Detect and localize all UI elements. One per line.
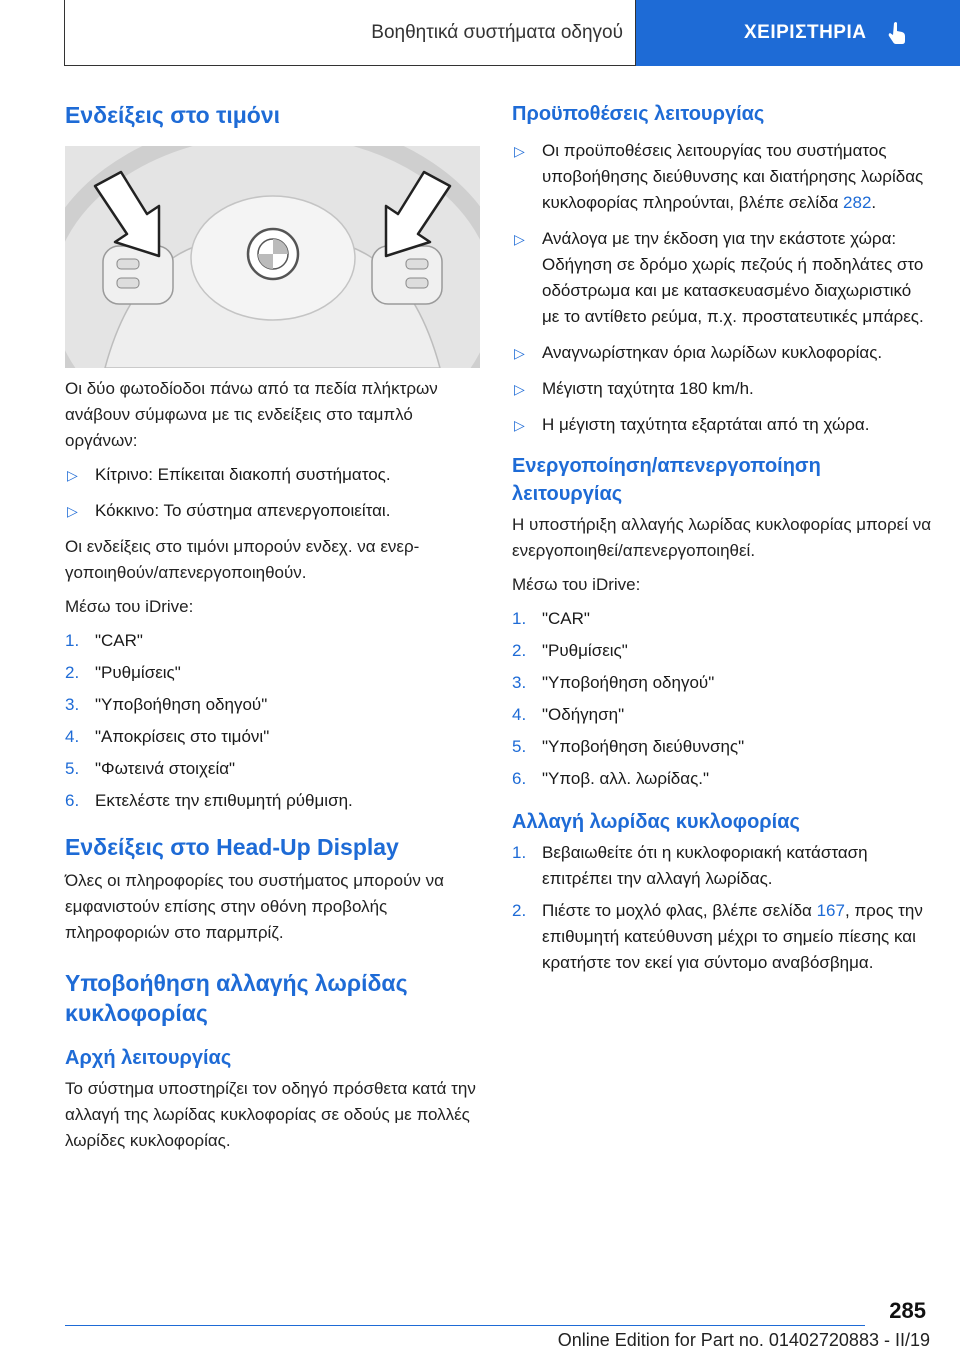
chapter-tab-label: ΧΕΙΡΙΣΤΗΡΙΑ xyxy=(744,22,867,43)
heading-steering-indicators: Ενδείξεις στο τιμόνι xyxy=(65,102,281,128)
list-item: ▷ Οι προϋποθέσεις λειτουργίας του συστήματος υποβοήθησης διεύθυνσης και διατήρησης λωρίδας κυκλοφορίας πληρούνται, βλέπε σελίδα 282. xyxy=(512,138,932,216)
heading-prerequisites: Προϋποθέσεις λειτουργίας xyxy=(512,103,765,125)
heading-lane-change: Υποβοήθηση αλλαγής λωρίδας κυκλοφορίας xyxy=(65,970,408,1026)
section-title: Βοηθητικά συστήματα οδηγού xyxy=(64,0,636,66)
triangle-bullet-icon: ▷ xyxy=(514,231,525,247)
triangle-bullet-icon: ▷ xyxy=(514,345,525,361)
list-item: 3. "Υποβοήθηση οδηγού" xyxy=(65,695,268,714)
list-item: ▷ Κίτρινο: Επίκειται διακοπή συστήματος. xyxy=(65,462,485,488)
list-item: 5. "Φωτεινά στοιχεία" xyxy=(65,759,236,778)
footer-edition: Online Edition for Part no. 01402720883 - II/19 xyxy=(557,1330,930,1350)
paragraph-on-off: Η υποστήριξη αλλαγής λωρίδας κυκλοφορίας μπορεί να ενεργοποιηθεί/απενεργοποιηθεί. xyxy=(512,515,932,560)
list-item: 6. "Υποβ. αλλ. λωρίδας." xyxy=(512,769,710,788)
prerequisites-list xyxy=(512,138,932,438)
paragraph-via-idrive: Μέσω του iDrive: xyxy=(65,597,194,616)
heading-on-off: Ενεργοποίηση/απενεργοποίηση λειτουργίας xyxy=(512,455,821,505)
list-item: 1. Βεβαιωθείτε ότι η κυκλοφοριακή κατάσταση επιτρέπει την αλλαγή λωρίδας. xyxy=(512,843,868,888)
triangle-bullet-icon: ▷ xyxy=(67,467,78,483)
list-item: 4. "Οδήγηση" xyxy=(512,705,625,724)
paragraph-hud: Όλες οι πληροφορίες του συστήματος μπορούν να εμφανιστούν επίσης στην οθόνη προβολής πληροφοριών στο παρμπρίζ. xyxy=(65,871,444,942)
list-item: ▷ Κόκκινο: Το σύστημα απενεργοποιείται. xyxy=(65,498,485,524)
page-link[interactable]: 282 xyxy=(843,193,872,212)
led-list xyxy=(65,462,485,524)
steering-wheel-figure xyxy=(65,146,480,368)
page-link[interactable]: 167 xyxy=(816,901,845,920)
triangle-bullet-icon: ▷ xyxy=(67,503,78,519)
list-item: ▷ Μέγιστη ταχύτητα 180 km/h. xyxy=(512,376,932,402)
steering-steps xyxy=(65,628,485,814)
right-button-pad xyxy=(372,246,442,304)
paragraph-via-idrive: Μέσω του iDrive: xyxy=(512,575,641,594)
right-column xyxy=(512,100,932,990)
list-item: 3. "Υποβοήθηση οδηγού" xyxy=(512,673,715,692)
list-item: 6. Εκτελέστε την επιθυμητή ρύθμιση. xyxy=(65,791,353,810)
list-item: ▷ Αναγνωρίστηκαν όρια λωρίδων κυκλοφορίας. xyxy=(512,340,932,366)
chapter-tab[interactable] xyxy=(636,0,960,66)
page-header xyxy=(64,0,960,66)
triangle-bullet-icon: ▷ xyxy=(514,381,525,397)
steering-wheel-illustration xyxy=(65,146,480,368)
paragraph-principle: Το σύστημα υποστηρίζει τον οδηγό πρόσθετα κατά την αλλαγή της λωρίδας κυκλοφορίας σε οδούς με πολλές λωρίδες κυκλοφορίας. xyxy=(65,1079,476,1150)
list-item: 2. Πιέστε το μοχλό φλας, βλέπε σελίδα 167, προς την επιθυμητή κατεύθυνση μέχρι το σημείο πίεσης και κρατήστε τον εκεί για σύντομο αναβόσβημα. xyxy=(512,901,923,972)
heading-principle: Αρχή λειτουργίας xyxy=(65,1047,232,1069)
paragraph-leds: Οι δύο φωτοδίοδοι πάνω από τα πεδία πλήκτρων ανάβουν σύμφωνα με τις ενδείξεις στο ταμπλό οργάνων: xyxy=(65,379,438,450)
list-item: 1. "CAR" xyxy=(65,631,143,650)
lane-change-steps xyxy=(512,840,932,976)
heading-lane-change-procedure: Αλλαγή λωρίδας κυκλοφορίας xyxy=(512,811,800,833)
list-item: 5. "Υποβοήθηση διεύθυνσης" xyxy=(512,737,745,756)
footer-divider xyxy=(65,1325,865,1326)
lane-change-settings-steps xyxy=(512,606,932,792)
list-item: 2. "Ρυθμίσεις" xyxy=(512,641,628,660)
list-item: ▷ Η μέγιστη ταχύτητα εξαρτάται από τη χώρα. xyxy=(512,412,932,438)
list-item: 1. "CAR" xyxy=(512,609,590,628)
left-button-pad xyxy=(103,246,173,304)
pointing-hand-icon xyxy=(888,21,908,45)
page-number: 285 xyxy=(889,1298,926,1323)
list-item: ▷ Ανάλογα με την έκδοση για την εκάστοτε χώρα: Οδήγηση σε δρόμο χωρίς πεζούς ή ποδηλάτες στο οδόστρωμα και με κατασκευασμένο διαχωριστικό με το αντίθετο ρεύμα, π.χ. προστατευτικές μπάρες. xyxy=(512,226,932,330)
left-column xyxy=(65,100,485,1162)
triangle-bullet-icon: ▷ xyxy=(514,417,525,433)
list-item: 2. "Ρυθμίσεις" xyxy=(65,663,181,682)
paragraph-enable: Οι ενδείξεις στο τιμόνι μπορούν ενδεχ. να ενεργοποιηθούν/απενεργοποιηθούν. xyxy=(65,537,420,582)
list-item: 4. "Αποκρίσεις στο τιμόνι" xyxy=(65,727,270,746)
heading-hud: Ενδείξεις στο Head-Up Display xyxy=(65,834,399,860)
triangle-bullet-icon: ▷ xyxy=(514,143,525,159)
